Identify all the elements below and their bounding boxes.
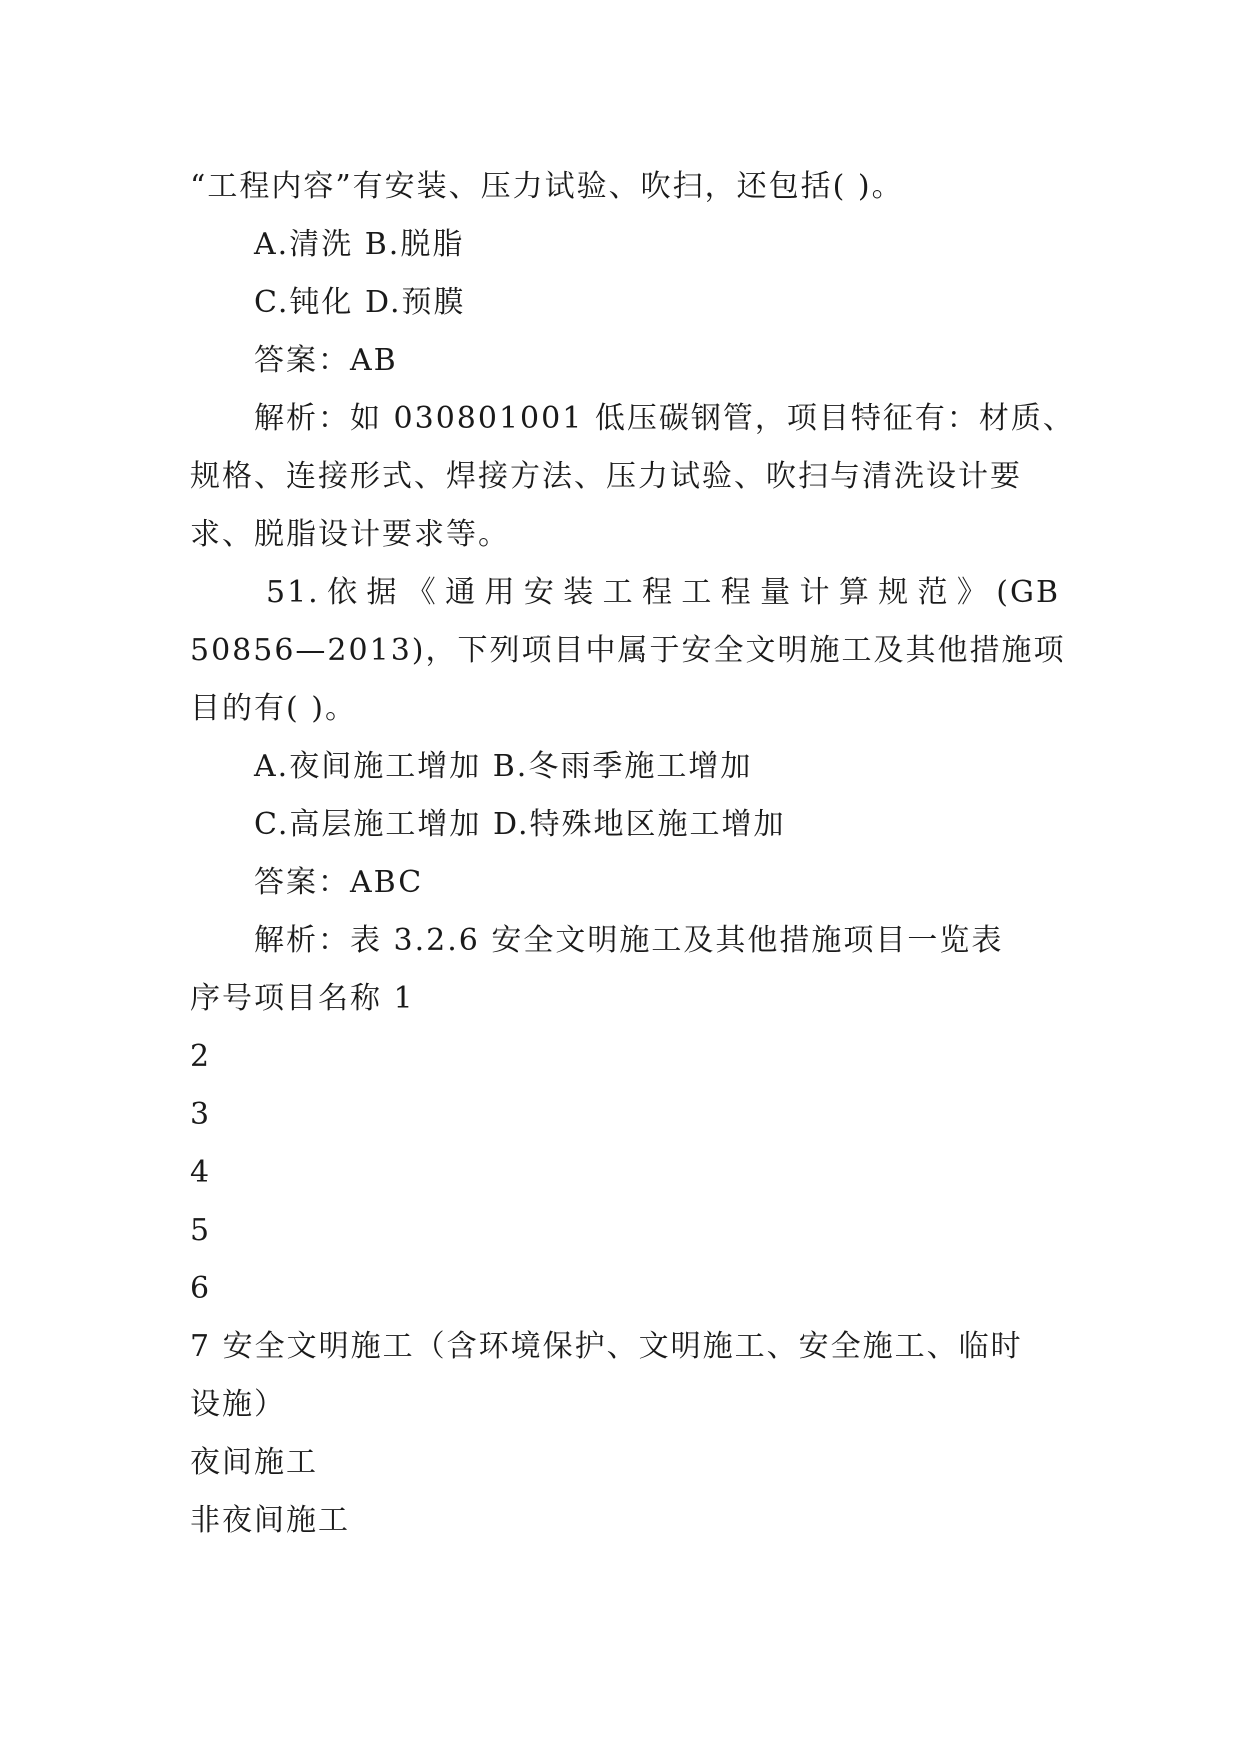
document-page xyxy=(190,158,1075,1550)
question-50-analysis-line-3: 求、脱脂设计要求等。 xyxy=(190,517,510,552)
table-row-item-line-2: 设施） xyxy=(190,1387,286,1422)
table-row-number: 5 xyxy=(190,1213,212,1248)
table-item-name: 非夜间施工 xyxy=(190,1503,350,1538)
question-51-stem-line-1: 51.依据《通用安装工程工程量计算规范》(GB xyxy=(266,575,1060,610)
question-51-options-ab: A.夜间施工增加 B.冬雨季施工增加 xyxy=(254,749,753,784)
table-header-line: 序号项目名称 1 xyxy=(190,981,415,1016)
question-51-analysis: 解析：表 3.2.6 安全文明施工及其他措施项目一览表 xyxy=(254,923,1004,958)
question-50-options-cd: C.钝化 D.预膜 xyxy=(254,285,466,320)
table-row-number: 4 xyxy=(190,1155,212,1190)
question-50-options-ab: A.清洗 B.脱脂 xyxy=(254,227,465,262)
table-item-name: 夜间施工 xyxy=(190,1445,318,1480)
question-50-analysis-line-1: 解析：如 030801001 低压碳钢管，项目特征有：材质、 xyxy=(254,401,1075,436)
table-row-number: 2 xyxy=(190,1039,212,1074)
table-row-item-line-1: 7 安全文明施工（含环境保护、文明施工、安全施工、临时 xyxy=(190,1329,1023,1364)
question-51-options-cd: C.高层施工增加 D.特殊地区施工增加 xyxy=(254,807,786,842)
table-row-number: 3 xyxy=(190,1097,212,1132)
question-50-stem-tail: “工程内容”有安装、压力试验、吹扫，还包括( )。 xyxy=(190,169,904,204)
question-51-stem-line-2: 50856—2013)，下列项目中属于安全文明施工及其他措施项 xyxy=(190,633,1066,668)
question-50-analysis-line-2: 规格、连接形式、焊接方法、压力试验、吹扫与清洗设计要 xyxy=(190,459,1022,494)
question-50-answer: 答案：AB xyxy=(254,343,398,378)
question-51-stem-line-3: 目的有( )。 xyxy=(190,691,357,726)
table-row-number: 6 xyxy=(190,1271,212,1306)
question-51-answer: 答案：ABC xyxy=(254,865,424,900)
